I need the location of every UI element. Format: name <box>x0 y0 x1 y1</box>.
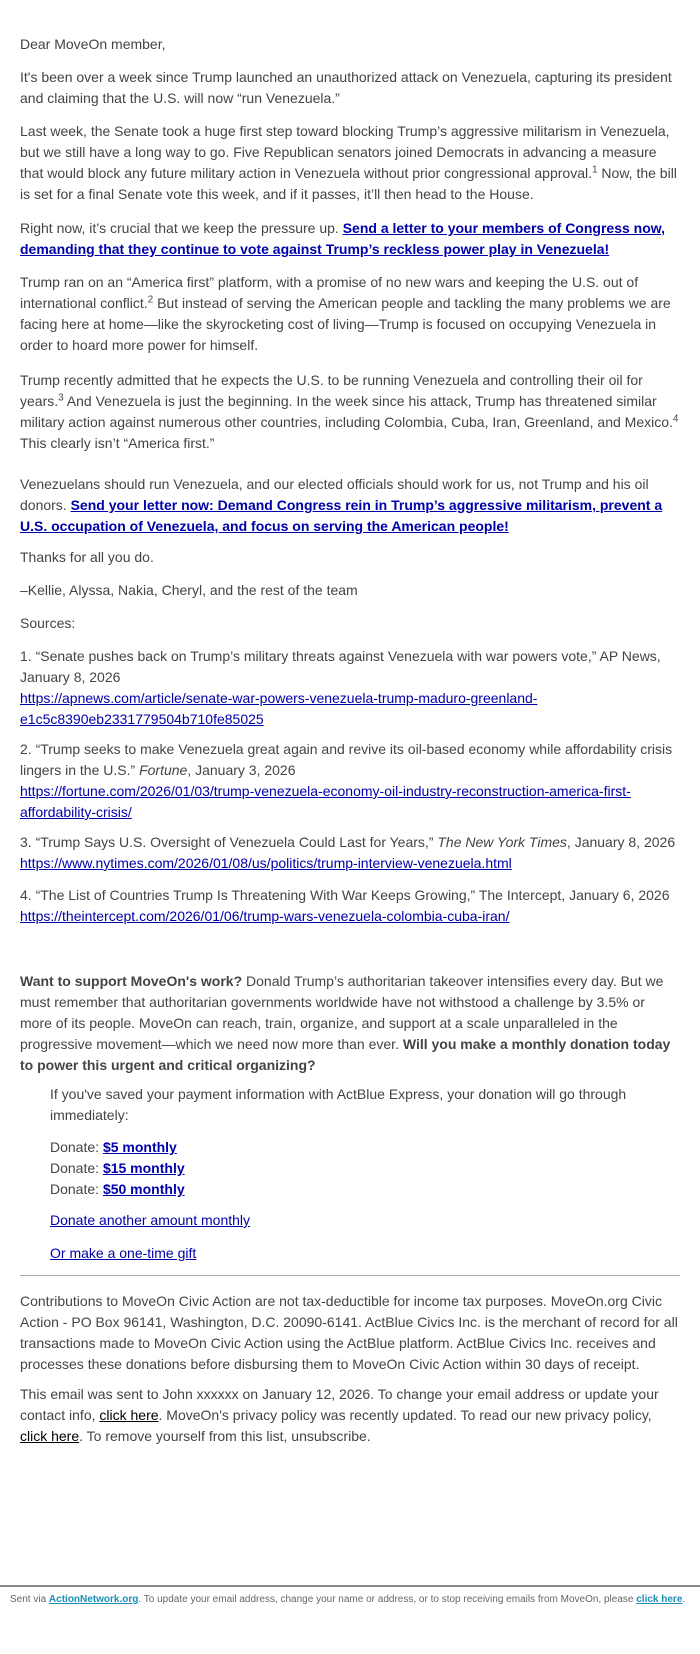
paragraph-call-to-action: Venezuelans should run Venezuela, and our elected officials should work for us, not Trump and his oil donors. Send your letter now: Demand Congress rein in Trump’s aggressive militarism, prevent a U.S. occupation of Venezuela, and focus on serving the American people! <box>20 476 663 534</box>
donate-other-line <box>50 1210 660 1231</box>
donate-15-monthly-link[interactable]: $15 monthly <box>102 1160 185 1176</box>
thanks-line: Thanks for all you do. <box>20 549 154 565</box>
source-item: 2. “Trump seeks to make Venezuela great again and revive its oil-based economy while affordability crisis lingers in the U.S.” Fortune, January 3, 2026 https://fortune.com/2026/01/03/trump-venezuela-economy-oil-industry-reconstruction-america-first-affordability-crisis/ <box>20 741 673 820</box>
source-link[interactable]: https://www.nytimes.com/2026/01/08/us/politics/trump-interview-venezuela.html <box>20 855 512 871</box>
source-link[interactable]: https://theintercept.com/2026/01/06/trump-wars-venezuela-colombia-cuba-iran/ <box>20 908 510 924</box>
tax-disclaimer: Contributions to MoveOn Civic Action are not tax-deductible for income tax purposes. MoveOn.org Civic Action - PO Box 96141, Washington, D.C. 20090-6141. ActBlue Civics Inc. is the merchant of record for all transactions made to MoveOn Civic Action using the ActBlue platform. ActBlue Civics Inc. receives and processes these donations before disbursing them to MoveOn Civic Action within 30 days of receipt. <box>20 1293 678 1372</box>
divider <box>20 1275 680 1276</box>
paragraph-venezuela-control: Trump recently admitted that he expects the U.S. to be running Venezuela and controlling their oil for years.$^3$ And Venezuela is just the beginning. In the week since his attack, Trump has threatened similar military action against numerous other countries, including Colombia, Cuba, Iran, Greenland, and Mexico.$^4$ This clearly isn’t “America first.” <box>20 372 679 451</box>
one-time-line <box>50 1243 660 1264</box>
send-letter-now-link[interactable]: Send your letter now: Demand Congress rein in Trump’s aggressive militarism, prevent a U.S. occupation of Venezuela, and focus on serving the American people! <box>20 497 663 534</box>
one-time-gift-link[interactable]: Or make a one-time gift <box>50 1245 197 1261</box>
donate-another-amount-link[interactable]: Donate another amount monthly <box>50 1212 251 1228</box>
actblue-note: If you've saved your payment information with ActBlue Express, your donation will go through immediately: <box>50 1086 627 1123</box>
source-item: 4. “The List of Countries Trump Is Threatening With War Keeps Growing,” The Intercept, January 6, 2026 https://theintercept.com/2026/01/06/trump-wars-venezuela-colombia-cuba-iran/ <box>20 887 670 924</box>
source-item: 3. “Trump Says U.S. Oversight of Venezuela Could Last for Years,” The New York Times, January 8, 2026 https://www.nytimes.com/2026/01/08/us/politics/trump-interview-venezuela.html <box>20 834 676 871</box>
donate-50-monthly-link[interactable]: $50 monthly <box>102 1181 185 1197</box>
sources-label: Sources: <box>20 615 76 631</box>
source-item: 1. “Senate pushes back on Trump’s military threats against Venezuela with war powers vote,” AP News, January 8, 2026 https://apnews.com/article/senate-war-powers-venezuela-trump-maduro-greenland-e1c5c8390eb2331779504b710fe85025 <box>20 648 661 727</box>
email-info: This email was sent to John xxxxxx on January 12, 2026. To change your email address or update your contact info, click here. MoveOn's privacy policy was recently updated. To read our new privacy policy, click here. To remove yourself from this list, unsubscribe. <box>20 1386 659 1444</box>
update-contact-link[interactable]: click here <box>99 1407 159 1423</box>
paragraph-pressure: Right now, it’s crucial that we keep the pressure up. Send a letter to your members of Congress now, demanding that they continue to vote against Trump’s reckless power play in Venezuela! <box>20 220 666 257</box>
unsubscribe-link[interactable]: click here <box>636 1594 683 1605</box>
greeting: Dear MoveOn member, <box>20 36 166 52</box>
paragraph-senate: Last week, the Senate took a huge first step toward blocking Trump’s aggressive militarism in Venezuela, but we still have a long way to go. Five Republican senators joined Democrats in advancing a measure that would block any future military action in Venezuela without prior congressional approval.$^1$ Now, the bill is set for a final Senate vote this week, and if it passes, it’ll then head to the House. <box>20 123 677 202</box>
send-letter-link[interactable]: Send a letter to your members of Congress now, demanding that they continue to vote against Trump’s reckless power play in Venezuela! <box>20 220 666 257</box>
support-paragraph: Want to support MoveOn's work? Donald Trump’s authoritarian takeover intensifies every day. But we must remember that authoritarian governments worldwide have not withstood a challenge by 3.5% or more of its people. MoveOn can reach, train, organize, and support at a scale unparalleled in the progressive movement—which we need now more than ever. Will you make a monthly donation today to power this urgent and critical organizing? <box>20 973 671 1073</box>
footer: Sent via ActionNetwork.org. To update your email address, change your name or address, or to stop receiving emails from MoveOn, please click here. <box>10 1594 686 1605</box>
donation-options: Donate: $5 monthly Donate: $15 monthly Donate: $50 monthly <box>50 1139 185 1197</box>
source-link[interactable]: https://fortune.com/2026/01/03/trump-venezuela-economy-oil-industry-reconstruction-america-first-affordability-crisis/ <box>20 783 631 820</box>
privacy-policy-link[interactable]: click here <box>20 1428 80 1444</box>
actionnetwork-link[interactable]: ActionNetwork.org <box>48 1594 139 1605</box>
footer-divider <box>0 1585 700 1587</box>
paragraph-america-first: Trump ran on an “America first” platform, with a promise of no new wars and keeping the U.S. out of international conflict.$^2$ But instead of serving the American people and tackling the many problems we are facing here at home—like the skyrocketing cost of living—Trump is focused on occupying Venezuela in order to hoard more power for himself. <box>20 274 671 353</box>
paragraph-intro: It's been over a week since Trump launched an unauthorized attack on Venezuela, capturing its president and claiming that the U.S. will now “run Venezuela.” <box>20 69 672 106</box>
donate-5-monthly-link[interactable]: $5 monthly <box>102 1139 177 1155</box>
signoff-line: –Kellie, Alyssa, Nakia, Cheryl, and the rest of the team <box>20 582 358 598</box>
source-link[interactable]: https://apnews.com/article/senate-war-powers-venezuela-trump-maduro-greenland-e1c5c8390eb2331779504b710fe85025 <box>20 690 538 727</box>
